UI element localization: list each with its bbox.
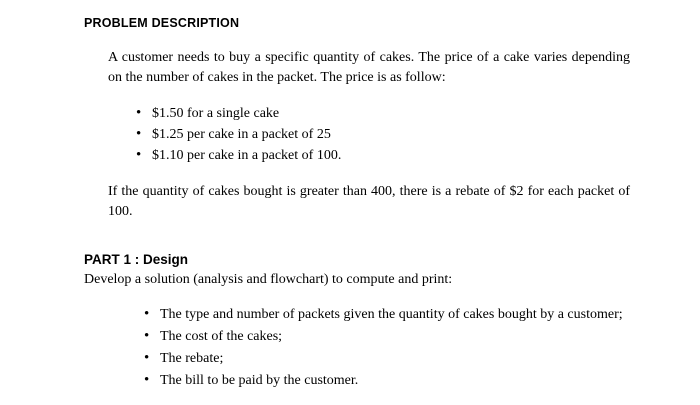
part-one-bullet-list: [84, 304, 640, 391]
part-one-section: [84, 252, 640, 391]
price-bullet-list: [84, 103, 640, 166]
problem-description-heading: PROBLEM DESCRIPTION: [84, 16, 240, 30]
list-item: • The type and number of packets given the quantity of cakes bought by a customer;: [144, 304, 630, 325]
part-one-intro: Develop a solution (analysis and flowchart) to compute and print:: [84, 272, 453, 288]
list-item: • $1.25 per cake in a packet of 25: [136, 124, 640, 145]
list-item: • $1.50 for a single cake: [136, 103, 640, 124]
list-item: • The bill to be paid by the customer.: [144, 370, 630, 391]
list-item: • The rebate;: [144, 348, 630, 369]
intro-paragraph: A customer needs to buy a specific quantity of cakes. The price of a cake varies depending on the number of cakes in the packet. The price is as follow:: [108, 50, 630, 86]
rebate-paragraph: If the quantity of cakes bought is greater than 400, there is a rebate of $2 for each packet of 100.: [108, 183, 630, 219]
part-one-heading: PART 1 : Design: [84, 252, 189, 268]
list-item: • The cost of the cakes;: [144, 326, 630, 347]
list-item: • $1.10 per cake in a packet of 100.: [136, 145, 640, 166]
